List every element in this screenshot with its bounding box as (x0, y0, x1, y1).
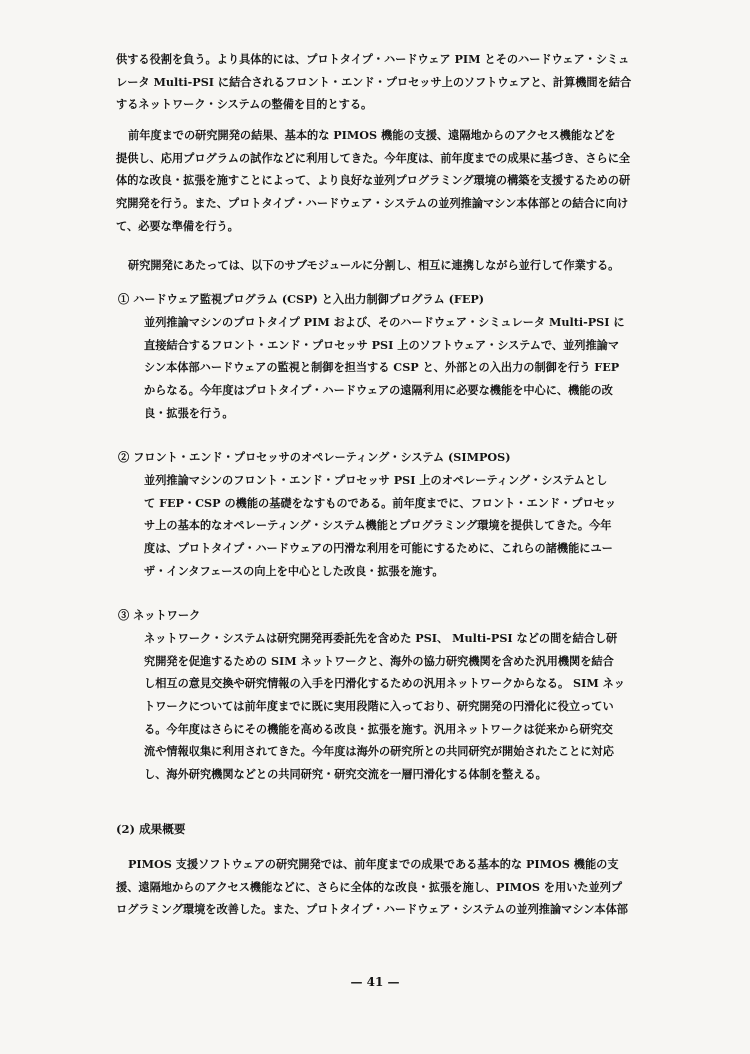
item-1-body (144, 311, 696, 424)
text-line: て FEP・CSP の機能の基礎をなすものである。前年度までに、フロント・エンド・プロセッ (144, 495, 617, 510)
intro-paragraph (116, 48, 698, 116)
item-3-body (144, 627, 696, 786)
text-line: 研究開発にあたっては、以下のサブモジュールに分割し、相互に連携しながら並行して作業する。 (128, 258, 620, 272)
text-line: 直接結合するフロント・エンド・プロセッサ PSI 上のソフトウェア・システムで、並列推論マ (144, 337, 620, 352)
text-line: サ上の基本的なオペレーティング・システム機能とプログラミング環境を提供してきた。今年 (144, 518, 612, 533)
text-line: 並列推論マシンのフロント・エンド・プロセッサ PSI 上のオペレーティング・システムとし (144, 473, 608, 487)
text-line: からなる。今年度はプロトタイプ・ハードウェアの遠隔利用に必要な機能を中心に、機能の改 (144, 383, 613, 398)
section-summary-paragraph (116, 853, 698, 921)
text-line: し相互の意見交換や研究情報の入手を円滑化するための汎用ネットワークからなる。 SIM ネッ (144, 676, 625, 691)
item-3-heading: ③ ネットワーク (118, 608, 201, 622)
text-line: 良・拡張を行う。 (144, 405, 234, 420)
text-line: 供する役割を負う。より具体的には、プロトタイプ・ハードウェア PIM とそのハードウェア・シミュ (116, 52, 630, 66)
page-number: — 41 — (350, 975, 400, 989)
item-1-heading: ① ハードウェア監視プログラム (CSP) と入出力制御プログラム (FEP) (118, 292, 485, 306)
text-line: 並列推論マシンのプロトタイプ PIM および、そのハードウェア・シミュレータ Multi-PSI に (144, 315, 625, 329)
text-line: するネットワーク・システムの整備を目的とする。 (116, 97, 373, 112)
text-line: て、必要な準備を行う。 (116, 218, 239, 233)
item-2-body (144, 469, 696, 582)
section-title: (2) 成果概要 (116, 822, 186, 836)
text-line: ザ・インタフェースの向上を中心とした改良・拡張を施す。 (144, 563, 444, 578)
text-line: 前年度までの研究開発の結果、基本的な PIMOS 機能の支援、遠隔地からのアクセス機能などを (128, 128, 616, 142)
paragraph-background (116, 124, 698, 237)
text-line: ネットワーク・システムは研究開発再委託先を含めた PSI、 Multi-PSI などの間を結合し研 (144, 631, 618, 645)
item-2-heading: ② フロント・エンド・プロセッサのオペレーティング・システム (SIMPOS) (118, 450, 511, 464)
text-line: 体的な改良・拡張を施すことによって、より良好な並列プログラミング環境の構築を支援するための研 (116, 173, 631, 188)
text-line: トワークについては前年度までに既に実用段階に入っており、研究開発の円滑化に役立ってい (144, 699, 614, 714)
text-line: シン本体部ハードウェアの監視と制御を担当する CSP と、外部との入出力の制御を行う FEP (144, 360, 620, 375)
text-line: レータ Multi-PSI に結合されるフロント・エンド・プロセッサ上のソフトウェアと、計算機間を結合 (116, 74, 632, 89)
text-line: 究開発を促進するための SIM ネットワークと、海外の協力研究機関を含めた汎用機関を結合 (144, 653, 614, 668)
text-line: る。今年度はさらにその機能を高める改良・拡張を施す。汎用ネットワークは従来から研究交 (144, 721, 613, 736)
paragraph-submodules (116, 254, 698, 277)
text-line: 提供し、応用プログラムの試作などに利用してきた。今年度は、前年度までの成果に基づき、さらに全 (116, 150, 631, 165)
text-line: 究開発を行う。また、プロトタイプ・ハードウェア・システムの並列推論マシン本体部との結合に向け (116, 196, 629, 211)
text-line: 援、遠隔地からのアクセス機能などに、さらに全体的な改良・拡張を施し、PIMOS を用いた並列プ (116, 879, 623, 894)
text-line: 度は、プロトタイプ・ハードウェアの円滑な利用を可能にするために、これらの諸機能にユー (144, 541, 613, 556)
text-line: ログラミング環境を改善した。また、プロトタイプ・ハードウェア・システムの並列推論マシン本体部 (116, 902, 628, 917)
text-line: PIMOS 支援ソフトウェアの研究開発では、前年度までの成果である基本的な PIMOS 機能の支 (128, 857, 619, 871)
text-line: し、海外研究機関などとの共同研究・研究交流を一層円滑化する体制を整える。 (144, 767, 547, 782)
text-line: 流や情報収集に利用されてきた。今年度は海外の研究所との共同研究が開始されたことに対応 (144, 744, 614, 759)
